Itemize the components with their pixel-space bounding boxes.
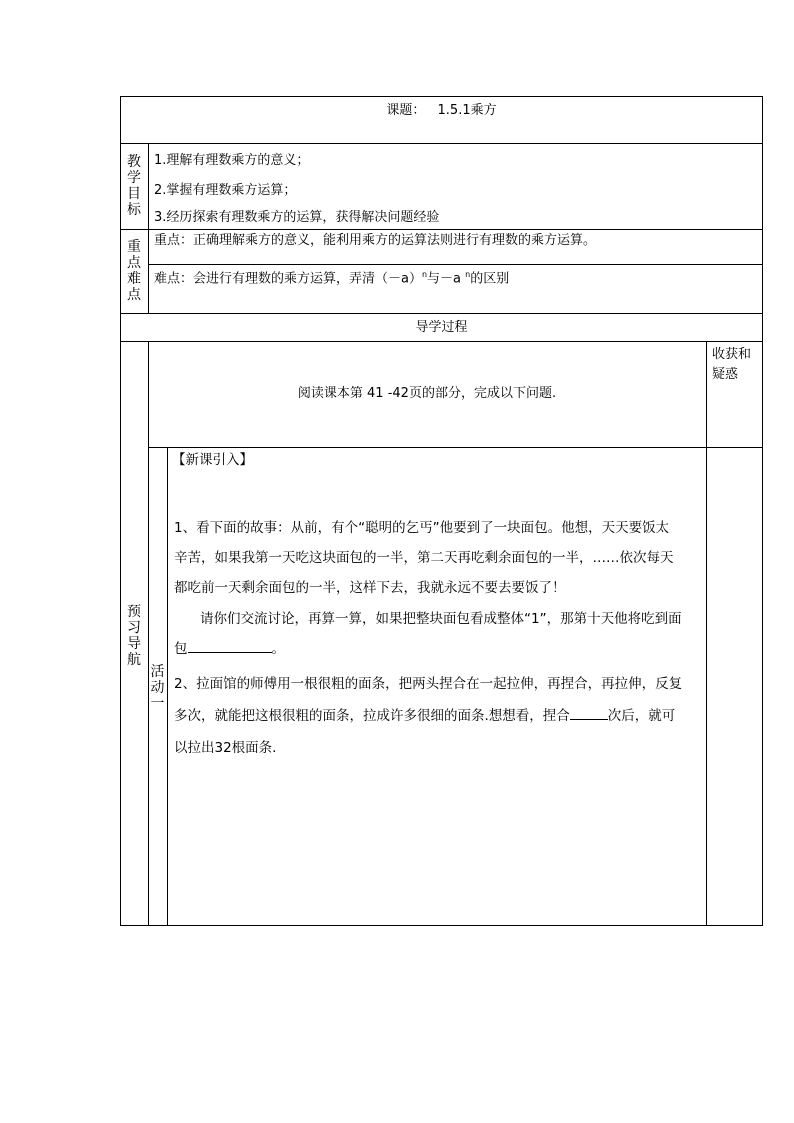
difficult-point-text	[154, 270, 509, 287]
difficult-exponent-2: n	[465, 270, 471, 279]
answer-blank-2[interactable]	[570, 707, 608, 720]
activity-side-label: 活动一	[150, 664, 165, 712]
question-1-line-5-prefix: 包	[174, 641, 188, 657]
section-title: 【新课引入】	[172, 452, 253, 468]
objective-item-2: 2.掌握有理数乘方运算；	[154, 183, 297, 198]
row-divider-process	[120, 341, 763, 342]
objectives-side-label: 教学目标	[127, 154, 141, 218]
question-2-line-2-suffix: 次后，就可	[607, 708, 676, 724]
lesson-title-label: 课题：	[386, 103, 426, 118]
question-2-line-2	[174, 701, 704, 731]
question-1-line-5-suffix: 。	[271, 641, 285, 657]
objective-item-1: 1.理解有理数乘方的意义；	[154, 153, 310, 168]
difficult-exponent-1: n	[421, 270, 428, 279]
row-divider-intro	[148, 447, 763, 448]
preview-side-label: 预习导航	[127, 604, 141, 668]
row-divider-keypoint-inner	[148, 264, 763, 265]
lesson-title	[0, 103, 794, 119]
lesson-title-value: 1.5.1乘方	[437, 103, 497, 118]
left-column-divider-lower	[148, 341, 149, 926]
question-1-line-1: 1、看下面的故事：从前，有个“聪明的乞丐”他要到了一块面包。他想，天天要饭太	[174, 520, 670, 536]
question-1-line-2: 辛苦，如果我第一天吃这块面包的一半，第二天再吃剩余面包的一半，……依次每天	[174, 550, 674, 566]
question-1-line-4: 请你们交流讨论，再算一算，如果把整块面包看成整体“1”，那第十天他将吃到面	[200, 611, 682, 627]
reading-instruction: 阅读课本第 41 -42页的部分，完成以下问题.	[297, 386, 557, 401]
question-2-line-2-prefix: 多次，就能把这根很粗的面条，拉成许多很细的面条.想想看，捏合	[174, 708, 570, 724]
key-point-text: 重点：正确理解乘方的意义，能利用乘方的运算法则进行有理数的乘方运算。	[154, 233, 597, 248]
row-divider-keypoints	[120, 313, 763, 314]
answer-blank-1[interactable]	[188, 640, 272, 653]
difficult-suffix: 的区别	[470, 271, 510, 287]
difficult-mid: 与－a	[427, 271, 466, 287]
gains-column-divider	[706, 341, 707, 926]
gains-label-text: 收获和疑惑	[712, 347, 752, 382]
activity-column-divider	[167, 447, 168, 926]
difficult-prefix: 难点：会进行有理数的乘方运算，弄清（－a）	[154, 271, 422, 287]
row-divider-objectives	[120, 229, 763, 230]
row-divider-title	[120, 143, 763, 144]
objective-item-3: 3.经历探索有理数乘方的运算，获得解决问题经验	[154, 210, 440, 225]
gains-label	[712, 345, 758, 385]
question-1-line-5	[174, 634, 704, 664]
question-2-line-3: 以拉出32根面条.	[174, 740, 277, 756]
question-1-line-3: 都吃前一天剩余面包的一半，这样下去，我就永远不要去要饭了！	[174, 580, 566, 596]
question-2-line-1: 2、拉面馆的师傅用一根很粗的面条，把两头捏合在一起拉伸，再捏合，再拉伸，反复	[174, 676, 683, 692]
keypoints-side-label: 重点难点	[127, 239, 141, 303]
process-heading: 导学过程	[415, 320, 468, 335]
left-column-divider-upper	[148, 143, 149, 313]
